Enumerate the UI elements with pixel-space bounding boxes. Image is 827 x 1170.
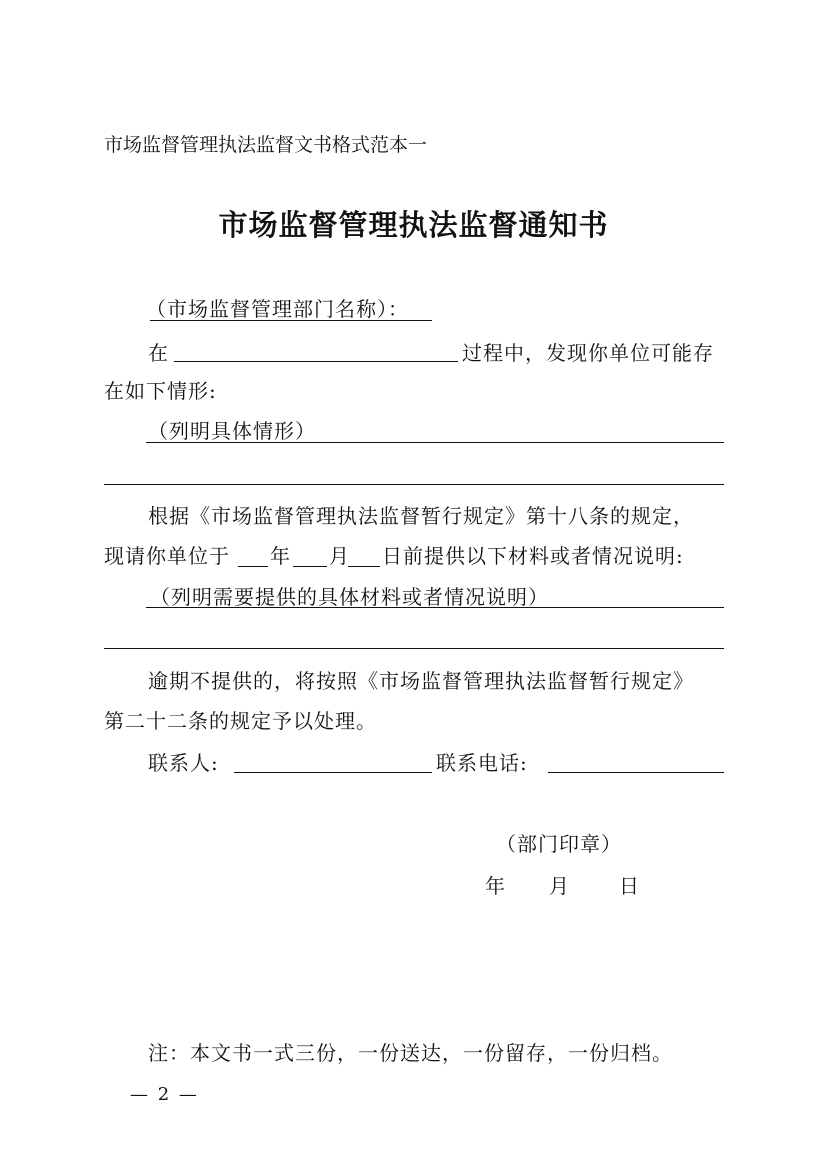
addressee-label: （市场监督管理部门名称）： bbox=[146, 297, 409, 321]
inspection-activity-field[interactable] bbox=[174, 361, 458, 362]
situation-field-line-1[interactable] bbox=[146, 442, 724, 443]
para3-line1: 逾期不提供的，将按照《市场监督管理执法监督暂行规定》 bbox=[148, 669, 694, 693]
deadline-year-field[interactable] bbox=[238, 566, 268, 567]
situation-field-line-2[interactable] bbox=[104, 484, 724, 485]
situation-placeholder: （列明具体情形） bbox=[148, 419, 316, 443]
para2-prefix: 现请你单位于 bbox=[104, 544, 230, 568]
contact-person-label: 联系人: bbox=[148, 751, 219, 775]
department-seal-label: （部门印章） bbox=[496, 832, 622, 856]
materials-field-line-2[interactable] bbox=[104, 648, 724, 649]
para1-suffix: 过程中，发现你单位可能存 bbox=[462, 341, 714, 365]
para2-line1: 根据《市场监督管理执法监督暂行规定》第十八条的规定， bbox=[148, 504, 694, 528]
deadline-day-field[interactable] bbox=[348, 566, 380, 567]
distribution-note: 注：本文书一式三份，一份送达，一份留存，一份归档。 bbox=[148, 1041, 673, 1065]
date-day-label: 日 bbox=[619, 874, 640, 898]
contact-phone-field[interactable] bbox=[548, 772, 724, 773]
document-title: 市场监督管理执法监督通知书 bbox=[218, 208, 609, 242]
para1-prefix: 在 bbox=[148, 341, 169, 365]
date-year-label: 年 bbox=[485, 874, 506, 898]
para3-line2: 第二十二条的规定予以处理。 bbox=[104, 709, 377, 733]
deadline-month-label: 月 bbox=[329, 544, 350, 568]
deadline-year-label: 年 bbox=[270, 544, 291, 568]
contact-person-field[interactable] bbox=[234, 772, 432, 773]
page-number: — 2 — bbox=[130, 1084, 199, 1105]
materials-placeholder: （列明需要提供的具体材料或者情况说明） bbox=[150, 585, 549, 609]
document-series-label: 市场监督管理执法监督文书格式范本一 bbox=[104, 134, 428, 156]
deadline-month-field[interactable] bbox=[293, 566, 327, 567]
para1-line2: 在如下情形: bbox=[104, 379, 217, 403]
materials-field-line-1[interactable] bbox=[146, 607, 724, 608]
deadline-day-suffix: 日前提供以下材料或者情况说明: bbox=[382, 544, 684, 568]
addressee-underline bbox=[150, 320, 432, 321]
date-month-label: 月 bbox=[549, 874, 570, 898]
contact-phone-label: 联系电话: bbox=[436, 751, 528, 775]
